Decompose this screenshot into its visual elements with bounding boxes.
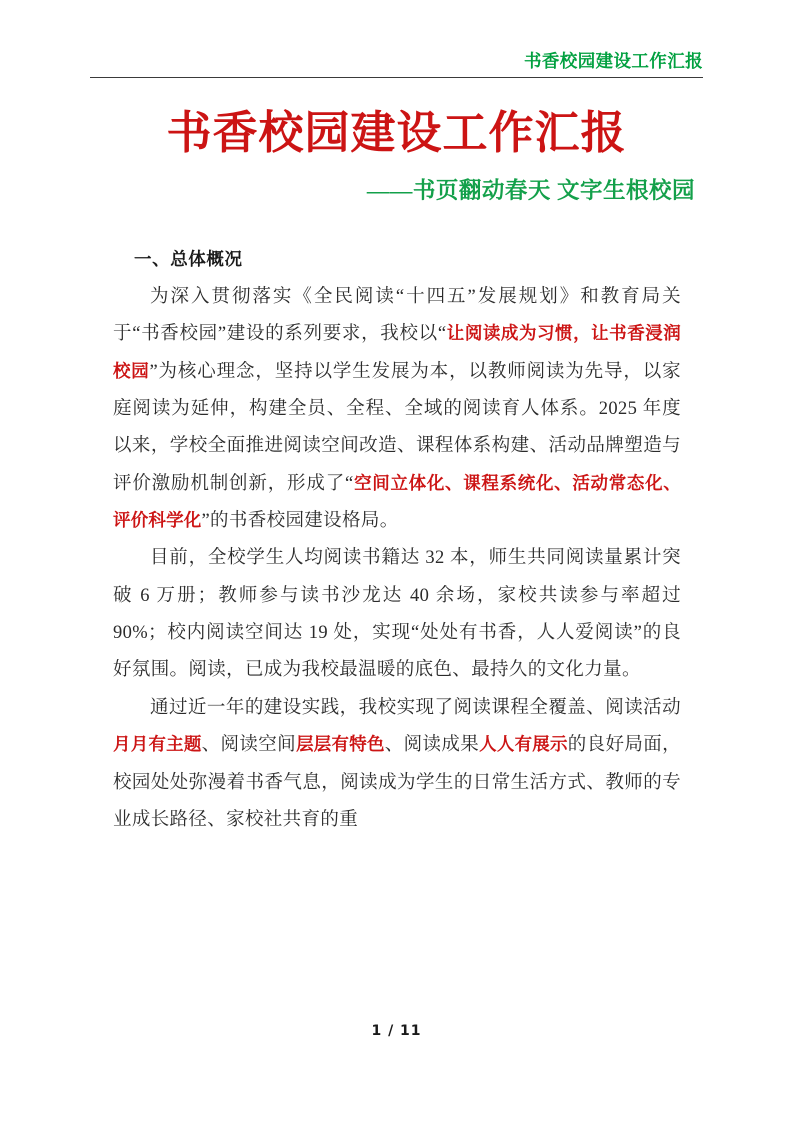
para3-highlight-layered-feature: 层层有特色 [296, 735, 385, 756]
para1-highlight-core-concept: 让阅读成为习惯，让书香浸润校园 [113, 324, 681, 382]
paragraph-overview-2 [113, 540, 681, 689]
document-body [113, 243, 681, 839]
para1-run-2: ”为核心理念，坚持以学生发展为本，以教师阅读为先导，以家庭阅读为延伸，构建全员、全程、全域的阅读育人体系。2025 年度以来，学校全面推进阅读空间改造、课程体系构建、活动品牌塑造与评价激励机制创新，形成了“ [113, 361, 682, 494]
para2-run-1: 目前，全校学生人均阅读书籍达 32 本，师生共同阅读量累计突破 6 万册；教师参与读书沙龙达 40 余场，家校共读参与率超过 90%；校内阅读空间达 19 处，实现“处处有书香，人人爱阅读”的良好氛围。阅读，已成为我校最温暖的底色、最持久的文化力量。 [113, 548, 681, 681]
page-subtitle: ——书页翻动春天 文字生根校园 [366, 177, 695, 203]
paragraph-overview-1 [113, 279, 681, 541]
page-number-indicator: 1 / 11 [371, 1023, 422, 1039]
paragraph-overview-3 [113, 690, 681, 839]
document-header [90, 52, 703, 78]
page-title: 书香校园建设工作汇报 [166, 106, 627, 159]
para1-run-3: ”的书香校园建设格局。 [201, 511, 399, 532]
section-heading-overview: 一、总体概况 [134, 250, 243, 270]
para1-run-1: 为深入贯彻落实《全民阅读“十四五”发展规划》和教育局关于“书香校园”建设的系列要求，我校以“ [113, 286, 681, 345]
para3-highlight-everyone-shows: 人人有展示 [479, 735, 568, 756]
title-block [90, 104, 703, 205]
para1-highlight-framework: 空间立体化、课程系统化、活动常态化、评价科学化 [113, 473, 681, 532]
header-running-title: 书香校园建设工作汇报 [524, 52, 703, 72]
para3-run-3: 、阅读成果 [384, 735, 480, 756]
para3-run-2: 、阅读空间 [201, 735, 297, 756]
para3-run-4: 的良好局面，校园处处弥漫着书香气息，阅读成为学生的日常生活方式、教师的专业成长路径、家校社共育的重 [113, 735, 682, 830]
para3-highlight-monthly-theme: 月月有主题 [113, 735, 202, 756]
para3-run-1: 通过近一年的建设实践，我校实现了阅读课程全覆盖、阅读活动 [150, 697, 681, 718]
document-footer [0, 1022, 793, 1040]
